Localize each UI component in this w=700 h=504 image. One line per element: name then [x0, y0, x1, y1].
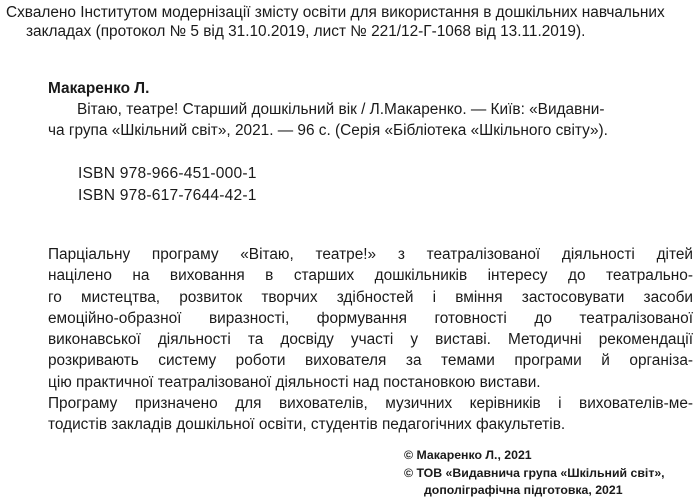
abstract-line: емоційно-образної виразності, формування готовності до театралізованої	[48, 309, 693, 327]
abstract-line: Програму призначено для вихователів, музичних керівників і вихователів-ме-	[48, 395, 693, 413]
copyright-notice	[404, 447, 665, 500]
approval-line: Схвалено Інститутом модернізації змісту освіти для використання в дошкільних навчальних	[6, 4, 665, 21]
abstract-paragraph	[48, 244, 693, 436]
bibliographic-description: Вітаю, театре! Старший дошкільний вік / Л.Макаренко. — Київ: «Видавни-	[77, 101, 605, 118]
copyright-line: © ТОВ «Видавнича група «Шкільний світ»,	[404, 465, 665, 480]
abstract-line: націлено на виховання в старших дошкільників інтересу до театрально-	[48, 267, 693, 285]
isbn-number: ISBN 978-617-7644-42-1	[78, 187, 257, 204]
abstract-line: розкривають систему роботи вихователя за темами програми й організа-	[48, 352, 693, 370]
bibliographic-description: ча група «Шкільний світ», 2021. — 96 с. (Серія «Бібліотека «Шкільного світу»).	[48, 122, 608, 139]
abstract-line: тодистів закладів дошкільної освіти, студентів педагогічних факультетів.	[48, 416, 566, 434]
abstract-line: виконавської діяльності та досвіду участі у виставі. Методичні рекомендації	[48, 331, 693, 349]
author-name: Макаренко Л.	[48, 80, 150, 97]
abstract-line: цію практичної театралізованої діяльності над постановкою вистави.	[48, 373, 541, 391]
isbn-number: ISBN 978-966-451-000-1	[78, 165, 257, 182]
copyright-line: © Макаренко Л., 2021	[404, 448, 532, 462]
abstract-line: Парціальну програму «Вітаю, театре!» з театралізованої діяльності дітей	[48, 246, 693, 263]
abstract-line: го мистецтва, розвиток творчих здібностей і вміння застосовувати засоби	[48, 288, 693, 306]
approval-line: закладах (протокол № 5 від 31.10.2019, лист № 221/12-Г-1068 від 13.11.2019).	[26, 23, 586, 40]
copyright-line: дополіграфічна підготовка, 2021	[424, 483, 623, 498]
